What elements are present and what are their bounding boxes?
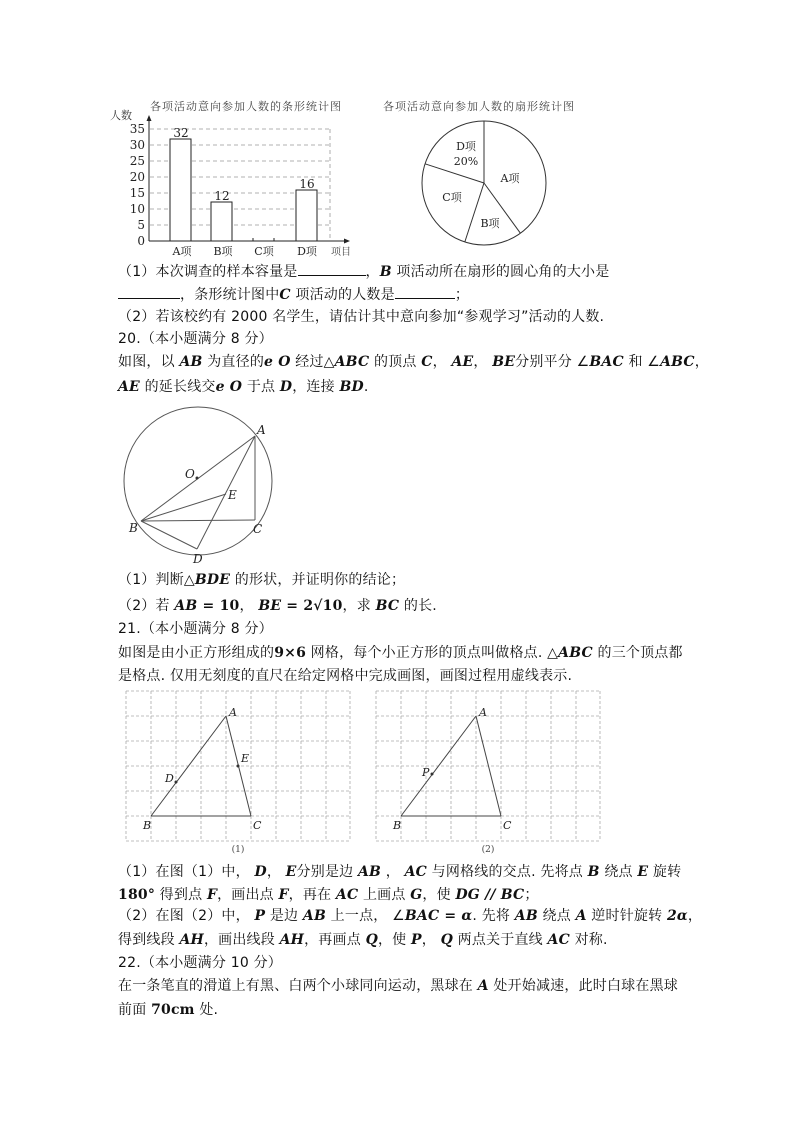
q21-header: 21.（本小题满分 8 分）: [118, 621, 273, 637]
q21-stem-line2: 是格点. 仅用无刻度的直尺在给定网格中完成画图，画图过程用虚线表示.: [118, 668, 573, 684]
svg-text:D项: D项: [456, 140, 476, 153]
q21-grid-figure-1: [120, 685, 360, 857]
svg-text:人数: 人数: [110, 109, 132, 122]
q21-part1-line1: （1）在图（1）中， D， E分别是边 AB ， AC 与网格线的交点. 先将点 B 绕点 E 旋转: [118, 864, 682, 880]
svg-text:(1): (1): [231, 845, 245, 855]
q19-part1-line1: （1）本次调查的样本容量是 ，B 项活动所在扇形的圆心角的大小是: [118, 261, 609, 282]
svg-text:A: A: [257, 423, 266, 437]
svg-text:D: D: [193, 552, 203, 566]
q20-part2: （2）若 AB = 10， BE = 2√10，求 BC 的长.: [118, 598, 437, 614]
svg-text:15: 15: [129, 186, 145, 200]
q21-part2-line2: 得到线段 AH，画出线段 AH，再画点 Q，使 P， Q 两点关于直线 AC 对称.: [118, 932, 608, 948]
q21-part1-line2: 180° 得到点 F，画出点 F，再在 AC 上画点 G，使 DG // BC；: [118, 887, 539, 903]
svg-text:30: 30: [129, 138, 145, 152]
svg-text:16: 16: [299, 177, 315, 191]
svg-text:5: 5: [137, 218, 145, 232]
svg-text:C: C: [503, 819, 512, 832]
svg-text:20: 20: [129, 170, 145, 184]
q22-header: 22.（本小题满分 10 分）: [118, 955, 282, 971]
svg-text:A: A: [229, 706, 237, 719]
q21-stem-line1: 如图是由小正方形组成的9×6 网格，每个小正方形的顶点叫做格点. △ABC 的三个顶点都: [118, 645, 683, 661]
pie-chart-title: 各项活动意向参加人数的扇形统计图: [383, 100, 575, 113]
q20-stem-line2: AE 的延长线交e O 于点 D，连接 BD.: [118, 379, 369, 395]
svg-text:C项: C项: [442, 191, 462, 204]
svg-text:D项: D项: [297, 245, 317, 258]
svg-text:B项: B项: [213, 245, 233, 258]
bar-b: [211, 202, 232, 241]
q22-stem-line1: 在一条笔直的滑道上有黑、白两个小球同向运动，黑球在 A 处开始减速，此时白球在黑球: [118, 978, 678, 994]
answer-blank-c-count[interactable]: [395, 284, 455, 299]
bar-d: [296, 190, 317, 241]
svg-text:C: C: [253, 522, 263, 536]
bar-a: [170, 139, 191, 241]
svg-text:0: 0: [137, 234, 145, 248]
answer-blank-central-angle[interactable]: [118, 284, 180, 299]
svg-text:C: C: [253, 819, 262, 832]
q20-header: 20.（本小题满分 8 分）: [118, 331, 273, 347]
svg-text:E: E: [241, 752, 250, 765]
q19-part2: （2）若该校约有 2000 名学生，请估计其中意向参加“参观学习”活动的人数.: [118, 309, 605, 325]
q19-part1-line2: ，条形统计图中C 项活动的人数是 ；: [118, 284, 469, 305]
q22-stem-line2: 前面 70cm 处.: [118, 1002, 219, 1018]
svg-text:(2): (2): [481, 845, 495, 855]
svg-text:B: B: [393, 819, 402, 832]
answer-blank-sample-size[interactable]: [298, 261, 366, 276]
svg-text:35: 35: [129, 122, 145, 136]
svg-text:25: 25: [129, 154, 145, 168]
bar-chart-title: 各项活动意向参加人数的条形统计图: [150, 100, 342, 113]
pie-chart: [418, 116, 550, 252]
q21-part2-line1: （2）在图（2）中， P 是边 AB 上一点， ∠BAC = α. 先将 AB 绕点 A 逆时针旋转 2α，: [118, 908, 703, 924]
svg-text:A项: A项: [500, 172, 520, 185]
svg-text:P: P: [422, 766, 430, 779]
svg-text:A: A: [479, 706, 487, 719]
svg-text:B: B: [129, 521, 138, 535]
svg-text:20%: 20%: [453, 155, 479, 168]
svg-text:C项: C项: [254, 245, 274, 258]
svg-text:E: E: [228, 488, 237, 502]
svg-text:O: O: [185, 467, 195, 481]
svg-text:32: 32: [173, 126, 189, 140]
svg-text:10: 10: [129, 202, 145, 216]
svg-text:B: B: [143, 819, 152, 832]
q20-stem-line1: 如图，以 AB 为直径的e O 经过△ABC 的顶点 C， AE， BE分别平分 ∠BAC 和 ∠ABC，: [118, 354, 709, 370]
bar-chart: [108, 108, 353, 260]
svg-text:12: 12: [214, 189, 230, 203]
q20-circle-figure: [115, 405, 285, 570]
svg-text:项目: 项目: [331, 247, 351, 258]
svg-text:D: D: [165, 772, 174, 785]
q20-part1: （1）判断△BDE 的形状，并证明你的结论；: [118, 572, 406, 588]
q21-grid-figure-2: [370, 685, 610, 857]
svg-text:A项: A项: [172, 245, 192, 258]
svg-text:B项: B项: [480, 217, 500, 230]
